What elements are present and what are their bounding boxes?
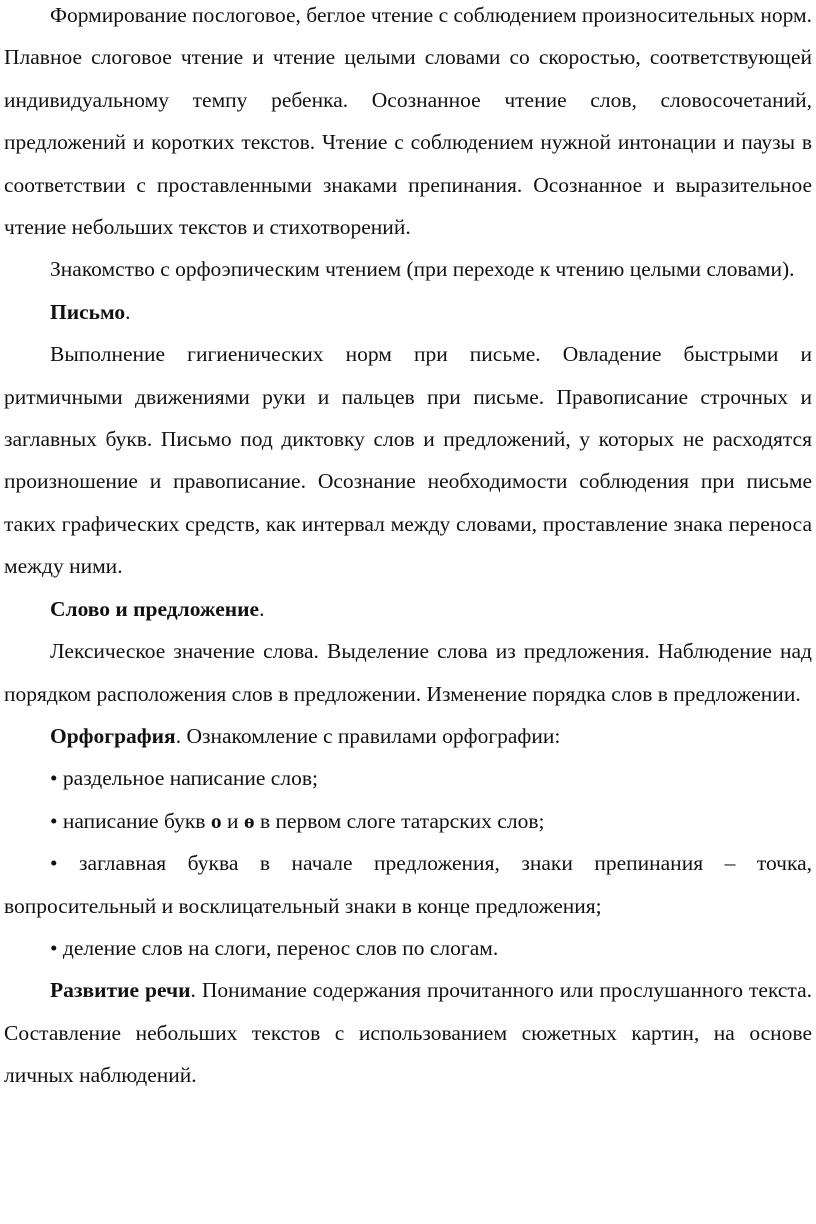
letter-oe: ө bbox=[243, 808, 255, 833]
paragraph-word-sentence: Лексическое значение слова. Выделение слова из предложения. Наблюдение над порядком расположения слов в предложении. Изменение порядка слов в предложении. bbox=[4, 639, 812, 706]
heading-orthography: Орфография bbox=[50, 723, 176, 748]
bullet-syllable-division: • деление слов на слоги, перенос слов по слогам. bbox=[50, 935, 499, 960]
bullet-letters-suffix: в первом слоге татарских слов; bbox=[254, 808, 545, 833]
paragraph-orthoepic-reading: Знакомство с орфоэпическим чтением (при переходе к чтению целыми словами). bbox=[50, 257, 795, 282]
orthography-intro: . Ознакомление с правилами орфографии: bbox=[175, 723, 561, 748]
paragraph-writing: Выполнение гигиенических норм при письме. Овладение быстрыми и ритмичными движениями руки и пальцев при письме. Правописание строчных и заглавных букв. Письмо под диктовку слов и предложений, у которых не расходятся произношение и правописание. Осознание необходимости соблюдения при письме таких графических средств, как интервал между словами, проставление знака переноса между ними. bbox=[4, 342, 812, 579]
heading-word-sentence: Слово и предложение bbox=[50, 596, 260, 621]
paragraph-reading-skills: Формирование послоговое, беглое чтение с соблюдением произносительных норм. Плавное слоговое чтение и чтение целыми словами со скоростью, соответствующей индивидуальному темпу ребенка. Осознанное чтение слов, словосочетаний, предложений и коротких текстов. Чтение с соблюдением нужной интонации и паузы в соответствии с проставленными знаками препинания. Осознанное и выразительное чтение небольших текстов и стихотворений. bbox=[4, 3, 812, 240]
bullet-letters-prefix: • написание букв bbox=[50, 808, 211, 833]
paragraph-speech-development bbox=[4, 969, 812, 1096]
section-heading-word-sentence bbox=[4, 588, 812, 630]
bullet-separate-writing: • раздельное написание слов; bbox=[50, 766, 318, 791]
bullet-letters-o-oe bbox=[4, 800, 812, 842]
bullet-capital-letter-punctuation: • заглавная буква в начале предложения, знаки препинания – точка, вопросительный и восклицательный знаки в конце предложения; bbox=[4, 851, 812, 918]
heading-word-sentence-period: . bbox=[259, 596, 265, 621]
section-heading-writing bbox=[4, 291, 812, 333]
bullet-letters-and: и bbox=[221, 808, 244, 833]
speech-development-text: . Понимание содержания прочитанного или прослушанного текста. Составление небольших текстов с использованием сюжетных картин, на основе личных наблюдений. bbox=[4, 978, 812, 1088]
heading-speech-development: Развитие речи bbox=[50, 978, 191, 1003]
heading-writing: Письмо bbox=[50, 299, 126, 324]
letter-o: о bbox=[210, 808, 222, 833]
heading-writing-period: . bbox=[125, 299, 131, 324]
paragraph-orthography bbox=[4, 715, 812, 757]
